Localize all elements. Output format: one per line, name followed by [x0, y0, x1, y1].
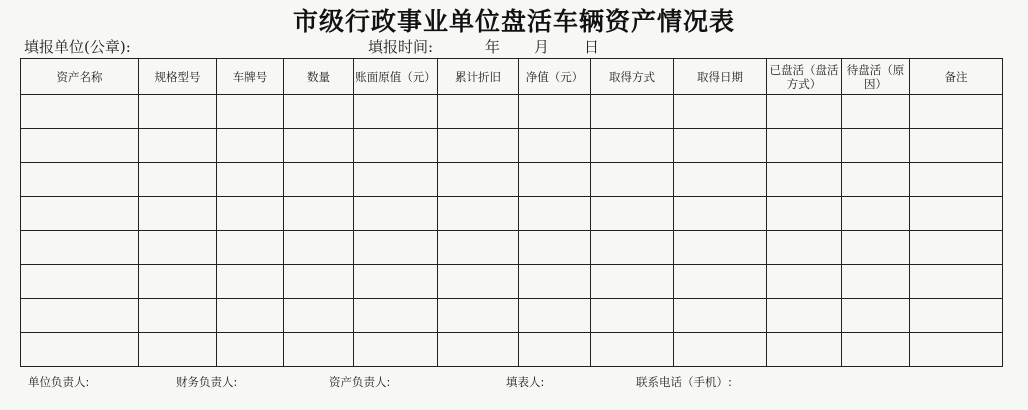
- table-cell[interactable]: [438, 95, 519, 129]
- table-cell[interactable]: [284, 333, 354, 367]
- table-cell[interactable]: [139, 197, 217, 231]
- table-row: [21, 163, 1003, 197]
- table-cell[interactable]: [284, 231, 354, 265]
- table-cell[interactable]: [519, 299, 591, 333]
- table-cell[interactable]: [21, 231, 139, 265]
- table-body: [21, 95, 1003, 367]
- header-book-value: 账面原值（元）: [354, 59, 438, 95]
- table-cell[interactable]: [767, 197, 842, 231]
- table-cell[interactable]: [354, 231, 438, 265]
- table-cell[interactable]: [21, 163, 139, 197]
- table-cell[interactable]: [910, 333, 1003, 367]
- table-row: [21, 299, 1003, 333]
- table-cell[interactable]: [139, 95, 217, 129]
- table-cell[interactable]: [217, 265, 284, 299]
- table-cell[interactable]: [591, 95, 674, 129]
- table-cell[interactable]: [284, 265, 354, 299]
- table-cell[interactable]: [519, 265, 591, 299]
- table-cell[interactable]: [910, 197, 1003, 231]
- table-cell[interactable]: [217, 95, 284, 129]
- table-cell[interactable]: [217, 231, 284, 265]
- header-revitalized: 已盘活（盘活方式）: [767, 59, 842, 95]
- table-cell[interactable]: [284, 95, 354, 129]
- header-net-value: 净值（元）: [519, 59, 591, 95]
- table-cell[interactable]: [21, 197, 139, 231]
- table-cell[interactable]: [438, 265, 519, 299]
- header-plate-number: 车牌号: [217, 59, 284, 95]
- table-cell[interactable]: [139, 129, 217, 163]
- finance-head-label: 财务负责人:: [176, 375, 238, 389]
- table-cell[interactable]: [354, 265, 438, 299]
- table-cell[interactable]: [910, 129, 1003, 163]
- table-row: [21, 231, 1003, 265]
- table-cell[interactable]: [519, 95, 591, 129]
- table-cell[interactable]: [217, 163, 284, 197]
- table-cell[interactable]: [354, 163, 438, 197]
- table-cell[interactable]: [842, 265, 910, 299]
- table-cell[interactable]: [139, 163, 217, 197]
- table-cell[interactable]: [591, 299, 674, 333]
- table-cell[interactable]: [842, 197, 910, 231]
- table-cell[interactable]: [674, 333, 767, 367]
- table-cell[interactable]: [519, 163, 591, 197]
- table-cell[interactable]: [842, 299, 910, 333]
- table-cell[interactable]: [674, 95, 767, 129]
- table-cell[interactable]: [910, 265, 1003, 299]
- table-cell[interactable]: [910, 231, 1003, 265]
- table-cell[interactable]: [284, 129, 354, 163]
- reporting-time-label: 填报时间:: [368, 38, 434, 56]
- header-pending: 待盘活（原因）: [842, 59, 910, 95]
- table-cell[interactable]: [519, 129, 591, 163]
- document-title: 市级行政事业单位盘活车辆资产情况表: [292, 7, 735, 36]
- table-cell[interactable]: [139, 333, 217, 367]
- table-cell[interactable]: [284, 299, 354, 333]
- table-cell[interactable]: [767, 129, 842, 163]
- contact-phone-label: 联系电话（手机）:: [636, 375, 732, 389]
- table-cell[interactable]: [438, 333, 519, 367]
- table-row: [21, 129, 1003, 163]
- table-header-row: [21, 59, 1003, 95]
- table-cell[interactable]: [674, 231, 767, 265]
- table-cell[interactable]: [284, 197, 354, 231]
- header-asset-name: 资产名称: [21, 59, 139, 95]
- table-cell[interactable]: [438, 197, 519, 231]
- header-acquisition-date: 取得日期: [674, 59, 767, 95]
- table-cell[interactable]: [591, 265, 674, 299]
- table-cell[interactable]: [354, 95, 438, 129]
- table-cell[interactable]: [21, 265, 139, 299]
- table-cell[interactable]: [842, 231, 910, 265]
- table-cell[interactable]: [674, 163, 767, 197]
- table-cell[interactable]: [519, 333, 591, 367]
- day-label: 日: [584, 38, 600, 56]
- header-acquisition-method: 取得方式: [591, 59, 674, 95]
- table-cell[interactable]: [591, 197, 674, 231]
- table-cell[interactable]: [354, 299, 438, 333]
- table-cell[interactable]: [354, 197, 438, 231]
- table-cell[interactable]: [139, 265, 217, 299]
- table-cell[interactable]: [354, 333, 438, 367]
- table-cell[interactable]: [767, 231, 842, 265]
- table-cell[interactable]: [519, 197, 591, 231]
- table-cell[interactable]: [217, 129, 284, 163]
- table-cell[interactable]: [139, 299, 217, 333]
- table-cell[interactable]: [674, 197, 767, 231]
- table-cell[interactable]: [910, 95, 1003, 129]
- table-cell[interactable]: [910, 299, 1003, 333]
- table-row: [21, 197, 1003, 231]
- table-cell[interactable]: [767, 163, 842, 197]
- table-cell[interactable]: [21, 299, 139, 333]
- table-cell[interactable]: [591, 333, 674, 367]
- table-cell[interactable]: [21, 333, 139, 367]
- table-row: [21, 265, 1003, 299]
- table-cell[interactable]: [842, 129, 910, 163]
- table-cell[interactable]: [519, 231, 591, 265]
- table-cell[interactable]: [438, 231, 519, 265]
- table-cell[interactable]: [767, 95, 842, 129]
- vehicle-asset-table: [20, 58, 1003, 367]
- table-cell[interactable]: [217, 197, 284, 231]
- table-cell[interactable]: [674, 299, 767, 333]
- header-spec-model: 规格型号: [139, 59, 217, 95]
- table-cell[interactable]: [842, 95, 910, 129]
- table-cell[interactable]: [139, 231, 217, 265]
- table-cell[interactable]: [767, 333, 842, 367]
- asset-head-label: 资产负责人:: [329, 375, 391, 389]
- header-remarks: 备注: [910, 59, 1003, 95]
- year-label: 年: [485, 38, 501, 56]
- table-cell[interactable]: [767, 299, 842, 333]
- table-cell[interactable]: [674, 265, 767, 299]
- table-cell[interactable]: [284, 163, 354, 197]
- table-row: [21, 333, 1003, 367]
- table-cell[interactable]: [910, 163, 1003, 197]
- table-cell[interactable]: [438, 163, 519, 197]
- table-cell[interactable]: [591, 231, 674, 265]
- table-cell[interactable]: [591, 129, 674, 163]
- table-cell[interactable]: [217, 333, 284, 367]
- table-cell[interactable]: [767, 265, 842, 299]
- filler-label: 填表人:: [506, 375, 545, 389]
- table-cell[interactable]: [674, 129, 767, 163]
- header-quantity: 数量: [284, 59, 354, 95]
- table-cell[interactable]: [354, 129, 438, 163]
- header-depreciation: 累计折旧: [438, 59, 519, 95]
- table-cell[interactable]: [842, 333, 910, 367]
- table-cell[interactable]: [438, 129, 519, 163]
- table-row: [21, 95, 1003, 129]
- table-cell[interactable]: [21, 95, 139, 129]
- table-cell[interactable]: [217, 299, 284, 333]
- table-cell[interactable]: [842, 163, 910, 197]
- unit-head-label: 单位负责人:: [28, 375, 90, 389]
- table-cell[interactable]: [591, 163, 674, 197]
- table-cell[interactable]: [21, 129, 139, 163]
- month-label: 月: [534, 38, 550, 56]
- reporting-unit-label: 填报单位(公章):: [24, 38, 131, 56]
- table-cell[interactable]: [438, 299, 519, 333]
